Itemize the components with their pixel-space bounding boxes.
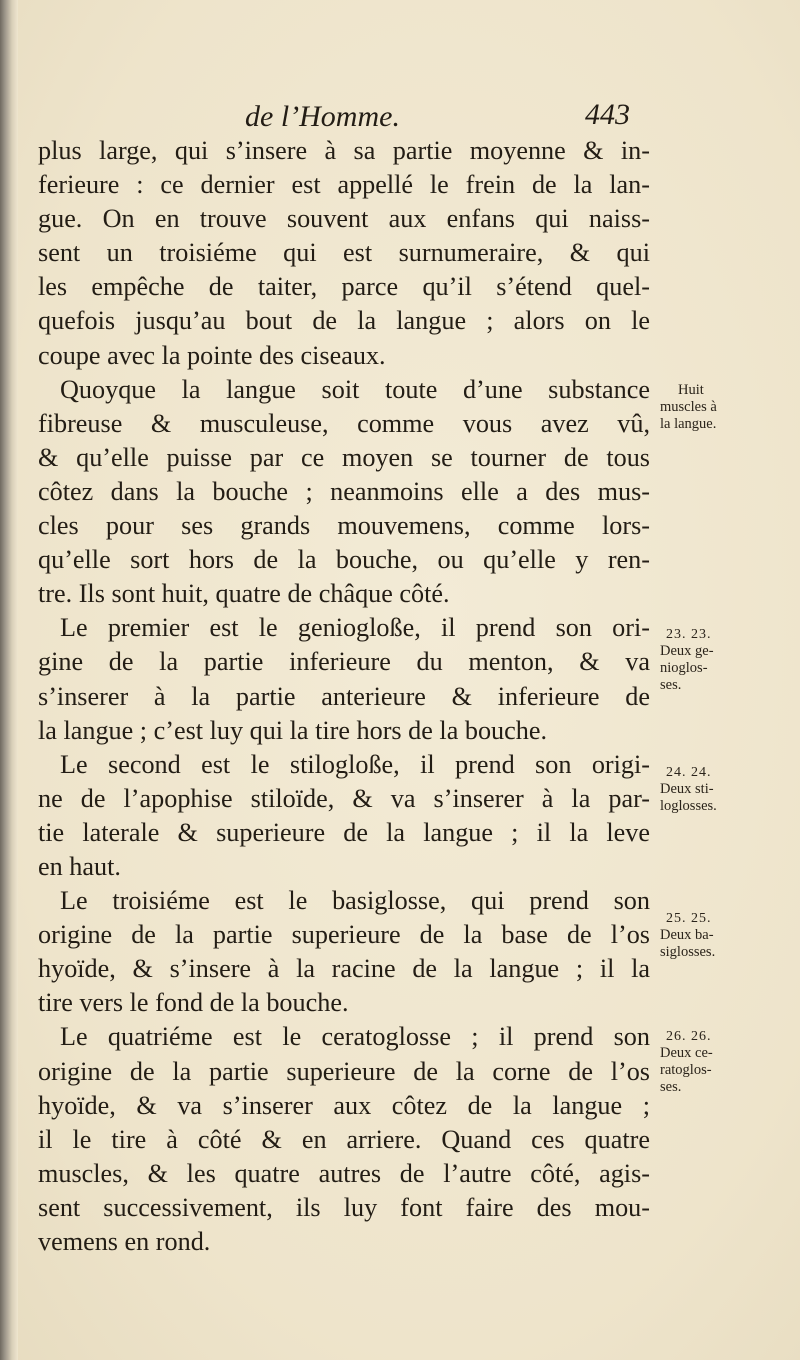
margin-note-line: muscles à	[660, 399, 717, 415]
margin-note-line: la langue.	[660, 416, 717, 432]
text-line: gue. On en trouve souvent aux enfans qui naiss-	[38, 204, 650, 234]
text-line: quefois jusqu’au bout de la langue ; alors on le	[38, 306, 650, 336]
text-line: ferieure : ce dernier est appellé le frein de la lan-	[38, 170, 650, 200]
body-text	[38, 134, 650, 1259]
margin-note-line: Huit	[678, 382, 704, 398]
margin-note-line: loglosses.	[660, 798, 717, 814]
text-line: cles pour ses grands mouvemens, comme lors-	[38, 511, 650, 541]
text-line: tie laterale & superieure de la langue ; il la leve	[38, 817, 650, 847]
text-line: sent un troisiéme qui est surnumeraire, & qui	[38, 238, 650, 268]
margin-note-line: nioglos-	[660, 660, 708, 676]
text-line: tire vers le fond de la bouche.	[38, 988, 349, 1018]
text-line: Le second est le stilogloße, il prend son origi-	[60, 749, 650, 779]
page-header	[0, 96, 800, 136]
text-line: & qu’elle puisse par ce moyen se tourner de tous	[38, 442, 650, 472]
text-line: ne de l’apophise stiloïde, & va s’inserer à la par-	[38, 783, 650, 813]
margin-note-huit-muscles	[660, 382, 772, 433]
text-line: Le troisiéme est le basiglosse, qui prend son	[60, 886, 650, 916]
margin-note-ceratoglosses	[660, 1028, 772, 1096]
text-line: côtez dans la bouche ; neanmoins elle a des mus-	[38, 476, 650, 506]
text-line: hyoïde, & va s’inserer aux côtez de la langue ;	[38, 1090, 650, 1120]
margin-note-stiloglosses	[660, 764, 772, 815]
margin-note-line: ratoglos-	[660, 1062, 712, 1078]
margin-note-number: 25. 25.	[666, 911, 712, 926]
text-line: Quoyque la langue soit toute d’une substance	[60, 374, 650, 404]
margin-note-line: ses.	[660, 677, 682, 693]
text-line: en haut.	[38, 851, 121, 881]
text-line: qu’elle sort hors de la bouche, ou qu’elle y ren-	[38, 545, 650, 575]
text-line: origine de la partie superieure de la corne de l’os	[38, 1056, 650, 1086]
margin-note-number: 24. 24.	[666, 765, 712, 780]
margin-note-number: 23. 23.	[666, 627, 712, 642]
text-line: coupe avec la pointe des ciseaux.	[38, 340, 386, 370]
page-gutter	[0, 0, 18, 1360]
margin-note-number: 26. 26.	[666, 1029, 712, 1044]
margin-note-line: Deux ge-	[660, 643, 714, 659]
page-number: 443	[585, 98, 630, 131]
text-line: gine de la partie inferieure du menton, & va	[38, 647, 650, 677]
text-line: vemens en rond.	[38, 1227, 211, 1256]
text-line: plus large, qui s’insere à sa partie moyenne & in-	[38, 136, 650, 165]
text-line: s’inserer à la partie anterieure & inferieure de	[38, 681, 650, 711]
text-line: fibreuse & musculeuse, comme vous avez vû,	[38, 408, 650, 438]
text-line: hyoïde, & s’insere à la racine de la langue ; il la	[38, 954, 650, 984]
text-line: la langue ; c’est luy qui la tire hors de la bouche.	[38, 715, 548, 745]
margin-note-line: Deux ce-	[660, 1045, 713, 1061]
margin-note-line: Deux sti-	[660, 781, 714, 797]
margin-note-line: Deux ba-	[660, 927, 714, 943]
text-line: tre. Ils sont huit, quatre de châque côté.	[38, 579, 450, 609]
text-line: Le quatriéme est le ceratoglosse ; il prend son	[60, 1022, 650, 1052]
text-line: sent successivement, ils luy font faire des mou-	[38, 1192, 650, 1222]
text-line: origine de la partie superieure de la base de l’os	[38, 920, 650, 950]
margin-note-line: siglosses.	[660, 944, 716, 960]
running-title: de l’Homme.	[245, 100, 400, 133]
margin-note-line: ses.	[660, 1079, 682, 1095]
text-line: Le premier est le geniogloße, il prend son ori-	[60, 613, 650, 643]
margin-note-basiglosses	[660, 910, 772, 961]
margin-note-genioglosses	[660, 626, 772, 694]
text-line: les empêche de taiter, parce qu’il s’étend quel-	[38, 272, 650, 302]
text-line: il le tire à côté & en arriere. Quand ces quatre	[38, 1124, 650, 1154]
text-line: muscles, & les quatre autres de l’autre côté, agis-	[38, 1158, 650, 1188]
